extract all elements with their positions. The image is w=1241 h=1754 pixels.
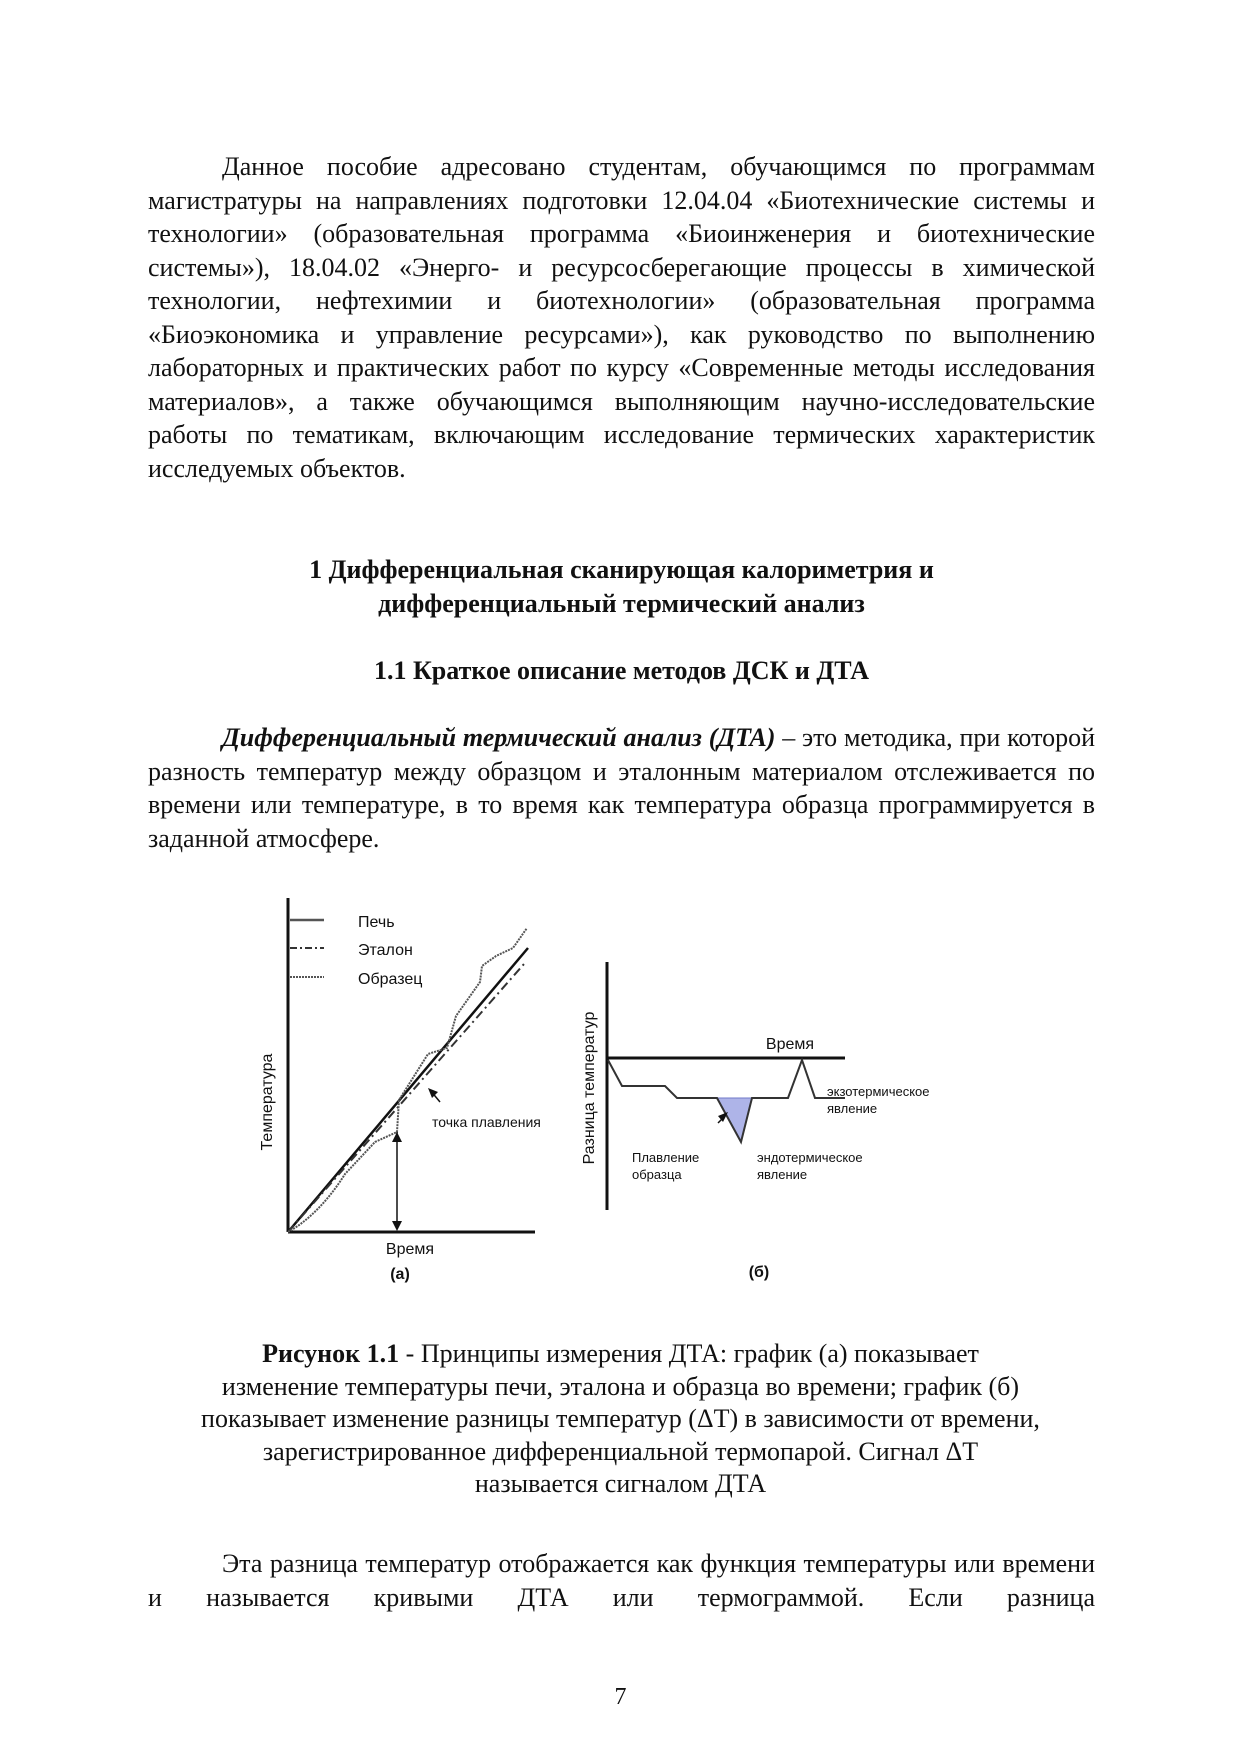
melting-leader-arrow [428, 1088, 438, 1098]
caption-line1 [140, 1338, 1101, 1371]
figure-svg [0, 880, 1241, 1300]
subsection-title: 1.1 Краткое описание методов ДСК и ДТА [373, 656, 870, 685]
definition-block [148, 721, 1095, 855]
legend-reference-label: Эталон [358, 942, 413, 959]
melt-label-line2: образца [632, 1167, 682, 1182]
dimension-arrow-top [392, 1132, 402, 1142]
dimension-arrow-bottom [392, 1221, 402, 1231]
caption-label: Рисунок 1.1 [262, 1339, 400, 1368]
figure-caption [140, 1338, 1101, 1501]
closing-paragraph: Эта разница температур отображается как функция температуры или времени и называется кривыми ДТА или термограммой. Если разница [148, 1549, 1095, 1612]
furnace-curve [288, 948, 528, 1232]
legend-furnace-label: Печь [358, 914, 395, 931]
caption-line4: зарегистрированное дифференциальной термопарой. Сигнал ΔT [262, 1436, 979, 1466]
figure-1-1 [0, 880, 1241, 1300]
section-title-line1: 1 Дифференциальная сканирующая калориметрия и [309, 555, 934, 584]
panel-a [259, 898, 541, 1283]
exothermic-label-line2: явление [827, 1101, 878, 1116]
melting-point-annotation: точка плавления [432, 1114, 541, 1130]
intro-block [148, 150, 1095, 485]
definition-term: Дифференциальный термический анализ (ДТА) [222, 723, 776, 752]
caption-line3: показывает изменение разницы температур (ΔT) в зависимости от времени, [201, 1404, 1040, 1433]
section-title [148, 553, 1095, 621]
definition-text: – это методика, при которой разность температур между образцом и эталонным материалом отслеживается по времени или температуре, в то время как температура образца программируется в заданной атмосфере. [148, 723, 1096, 853]
page-number: 7 [614, 1684, 627, 1710]
caption-line2: изменение температуры печи, эталона и образца во времени; график (б) [221, 1371, 1020, 1401]
panel-b-x-label: Время [765, 1036, 815, 1053]
exothermic-label-line1: экзотермическое [827, 1084, 930, 1099]
closing-block [148, 1547, 1095, 1614]
endothermic-label-line1: эндотермическое [757, 1150, 863, 1165]
intro-paragraph: Данное пособие адресовано студентам, обучающимся по программам магистратуры на направлениях подготовки 12.04.04 «Биотехнические системы и технологии» (образовательная программа «Биоинженерия и биотехнические системы»), 18.04.02 «Энерго- и ресурсосберегающие процессы в химической технологии, нефтехимии и биотехнологии» (образовательная программа «Биоэкономика и управление ресурсами»), как руководство по выполнению лабораторных и практических работ по курсу «Современные методы исследования материалов», а также обучающимся выполняющим научно-исследовательские работы по тематикам, включающим исследование термических характеристик исследуемых объектов. [148, 152, 1095, 483]
panel-b-label: (б) [748, 1264, 770, 1281]
panel-a-y-label: Температура [259, 1053, 276, 1151]
definition-paragraph [148, 721, 1095, 855]
section-title-line2: дифференциальный термический анализ [378, 589, 865, 618]
caption-line5: называется сигналом ДТА [474, 1469, 767, 1498]
panel-b [581, 962, 930, 1281]
caption-line1-text: - Принципы измерения ДТА: график (а) показывает [399, 1339, 979, 1368]
melt-label-line1: Плавление [632, 1150, 700, 1165]
legend-sample-label: Образец [358, 971, 423, 988]
panel-a-x-label: Время [385, 1241, 435, 1258]
panel-b-y-label: Разница температур [581, 1011, 598, 1165]
panel-a-label: (а) [390, 1266, 410, 1283]
endothermic-label-line2: явление [757, 1167, 808, 1182]
